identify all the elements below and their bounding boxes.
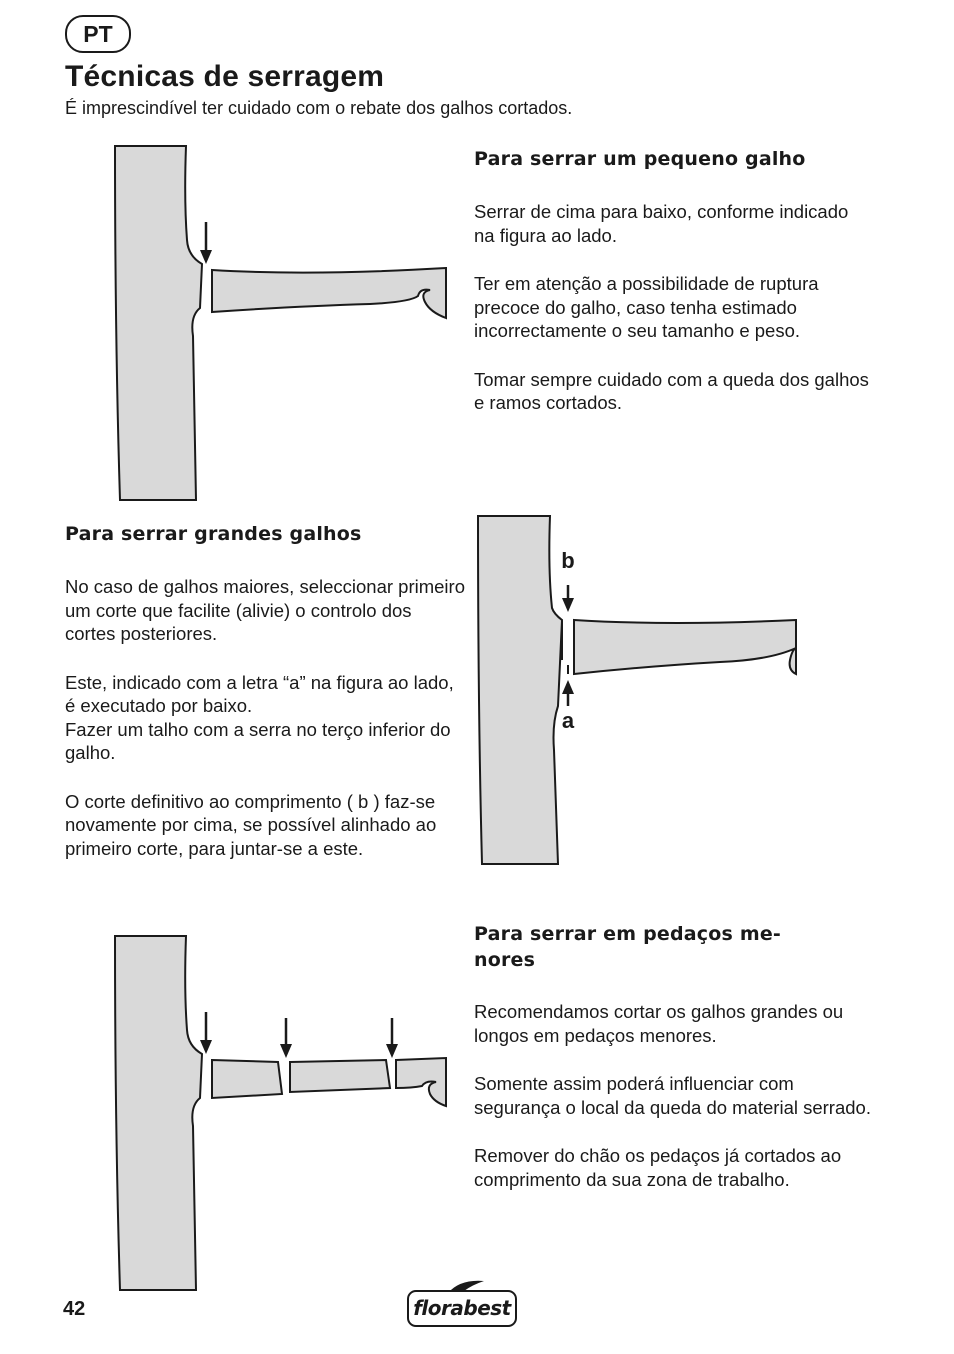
- section-paragraph: Serrar de cima para baixo, conforme indicado na figura ao lado.: [474, 201, 849, 246]
- section-paragraph: Somente assim poderá influenciar com segurança o local da queda do material serrado.: [474, 1073, 871, 1118]
- figure-pieces-cut: [100, 930, 460, 1300]
- section-heading: Para serrar em pedaços me- nores: [474, 923, 782, 971]
- section-large-branch: [65, 521, 465, 860]
- intro-text: É imprescindível ter cuidado com o rebate dos galhos cortados.: [65, 98, 573, 118]
- section-paragraph: Recomendamos cortar os galhos grandes ou longos em pedaços menores.: [474, 1001, 844, 1046]
- brand-logo: florabest: [407, 1290, 517, 1327]
- language-badge: PT: [65, 15, 131, 53]
- section-heading: Para serrar grandes galhos: [65, 523, 362, 545]
- section-paragraph: Remover do chão os pedaços já cortados ao comprimento da sua zona de trabalho.: [474, 1145, 842, 1190]
- figure-small-branch-cut: [100, 140, 460, 510]
- section-small-branch: [474, 146, 874, 415]
- section-paragraph: Este, indicado com a letra “a” na figura ao lado, é executado por baixo. Fazer um talho com a serra no terço inferior do galho.: [65, 671, 454, 763]
- section-paragraph: No caso de galhos maiores, seleccionar primeiro um corte que facilite (alivie) o controlo dos cortes posteriores.: [65, 576, 465, 644]
- section-heading: Para serrar um pequeno galho: [474, 148, 806, 170]
- section-paragraph: Tomar sempre cuidado com a queda dos galhos e ramos cortados.: [474, 368, 869, 413]
- label-b: b: [561, 548, 575, 573]
- figure-large-branch-cut: [470, 510, 810, 870]
- page-number: 42: [63, 1298, 86, 1320]
- section-paragraph: Ter em atenção a possibilidade de ruptura precoce do galho, caso tenha estimado incorrectamente o seu tamanho e peso.: [474, 273, 819, 341]
- label-a: a: [561, 708, 575, 733]
- page-title: Técnicas de serragem: [65, 60, 385, 93]
- section-smaller-pieces: [474, 921, 874, 1191]
- section-paragraph: O corte definitivo ao comprimento ( b ) faz-se novamente por cima, se possível alinhado ao primeiro corte, para juntar-se a este.: [65, 790, 437, 859]
